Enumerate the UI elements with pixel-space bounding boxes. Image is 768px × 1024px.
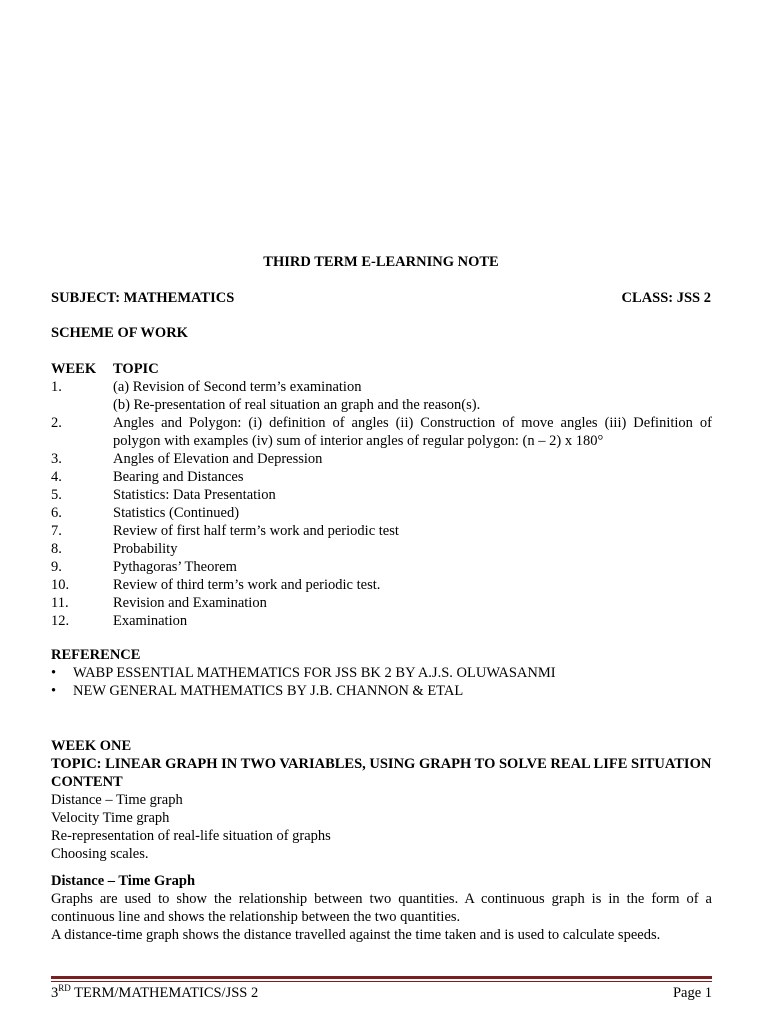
content-heading: CONTENT bbox=[51, 774, 123, 790]
page-footer bbox=[51, 984, 712, 1002]
table-row bbox=[51, 378, 712, 396]
week-one-topic: TOPIC: LINEAR GRAPH IN TWO VARIABLES, USING GRAPH TO SOLVE REAL LIFE SITUATION bbox=[51, 756, 712, 772]
table-row bbox=[51, 396, 712, 414]
week-number: 2. bbox=[51, 415, 62, 431]
section-heading: Distance – Time Graph bbox=[51, 873, 196, 889]
week-number: 8. bbox=[51, 541, 62, 557]
reference-list bbox=[51, 664, 556, 700]
content-item: Velocity Time graph bbox=[51, 810, 170, 826]
topic-text: Angles and Polygon: (i) definition of angles (ii) Construction of move angles (iii) Definition of polygon with examples (iv) sum of interior angles of regular polygon: (n – 2) x 180° bbox=[113, 415, 712, 449]
topic-text: Angles of Elevation and Depression bbox=[113, 451, 323, 467]
week-number: 4. bbox=[51, 469, 62, 485]
table-row bbox=[51, 576, 712, 594]
week-number: 11. bbox=[51, 595, 69, 611]
content-item: Choosing scales. bbox=[51, 846, 149, 862]
topic-text: Review of third term’s work and periodic test. bbox=[113, 577, 381, 593]
table-row bbox=[51, 612, 712, 630]
table-row bbox=[51, 486, 712, 504]
paragraph: A distance-time graph shows the distance travelled against the time taken and is used to calculate speeds. bbox=[51, 927, 661, 943]
subject-row bbox=[51, 289, 711, 307]
table-row bbox=[51, 558, 712, 576]
topic-text: Bearing and Distances bbox=[113, 469, 244, 485]
footer-left: 3RD TERM/MATHEMATICS/JSS 2 bbox=[51, 983, 259, 1001]
topic-text: Statistics (Continued) bbox=[113, 505, 240, 521]
week-number: 5. bbox=[51, 487, 62, 503]
list-item bbox=[51, 664, 556, 682]
reference-heading: REFERENCE bbox=[51, 647, 141, 663]
week-one-heading: WEEK ONE bbox=[51, 738, 132, 754]
week-number: 9. bbox=[51, 559, 62, 575]
topic-text: Statistics: Data Presentation bbox=[113, 487, 276, 503]
topic-text: Examination bbox=[113, 613, 188, 629]
topic-text: (b) Re-presentation of real situation an graph and the reason(s). bbox=[113, 397, 481, 413]
reference-text: WABP ESSENTIAL MATHEMATICS FOR JSS BK 2 BY A.J.S. OLUWASANMI bbox=[73, 665, 556, 681]
week-number: 1. bbox=[51, 379, 62, 395]
content-item: Re-representation of real-life situation of graphs bbox=[51, 828, 331, 844]
week-column-header: WEEK bbox=[51, 361, 97, 377]
scheme-table bbox=[51, 360, 712, 630]
week-one-section bbox=[51, 737, 712, 944]
page-number: Page 1 bbox=[672, 985, 712, 1001]
paragraph: Graphs are used to show the relationship between two quantities. A continuous graph is in the form of a continuous line and shows the relationship between the two quantities. bbox=[51, 891, 712, 925]
topic-column-header: TOPIC bbox=[113, 361, 159, 377]
footer-divider-thin bbox=[51, 981, 712, 982]
scheme-heading: SCHEME OF WORK bbox=[51, 325, 188, 341]
topic-text: Pythagoras’ Theorem bbox=[113, 559, 237, 575]
topic-text: Revision and Examination bbox=[113, 595, 267, 611]
week-number: 10. bbox=[51, 577, 70, 593]
bullet-icon: • bbox=[51, 683, 57, 699]
table-row bbox=[51, 522, 712, 540]
footer-divider bbox=[51, 976, 712, 979]
reference-text: NEW GENERAL MATHEMATICS BY J.B. CHANNON & ETAL bbox=[73, 683, 464, 699]
table-row bbox=[51, 540, 712, 558]
table-row bbox=[51, 594, 712, 612]
week-number: 12. bbox=[51, 613, 70, 629]
week-number: 6. bbox=[51, 505, 62, 521]
week-number bbox=[51, 396, 113, 414]
topic-text: Probability bbox=[113, 541, 178, 557]
bullet-icon: • bbox=[51, 665, 57, 681]
table-row bbox=[51, 414, 712, 450]
week-number: 3. bbox=[51, 451, 62, 467]
list-item bbox=[51, 682, 556, 700]
class-label: CLASS: JSS 2 bbox=[621, 290, 711, 306]
content-item: Distance – Time graph bbox=[51, 792, 183, 808]
table-row bbox=[51, 450, 712, 468]
subject-label: SUBJECT: MATHEMATICS bbox=[51, 290, 235, 306]
topic-text: Review of first half term’s work and periodic test bbox=[113, 523, 399, 539]
table-row bbox=[51, 468, 712, 486]
scheme-header-row bbox=[51, 360, 712, 378]
week-number: 7. bbox=[51, 523, 62, 539]
page-title: THIRD TERM E-LEARNING NOTE bbox=[263, 254, 499, 270]
table-row bbox=[51, 504, 712, 522]
topic-text: (a) Revision of Second term’s examination bbox=[113, 379, 362, 395]
